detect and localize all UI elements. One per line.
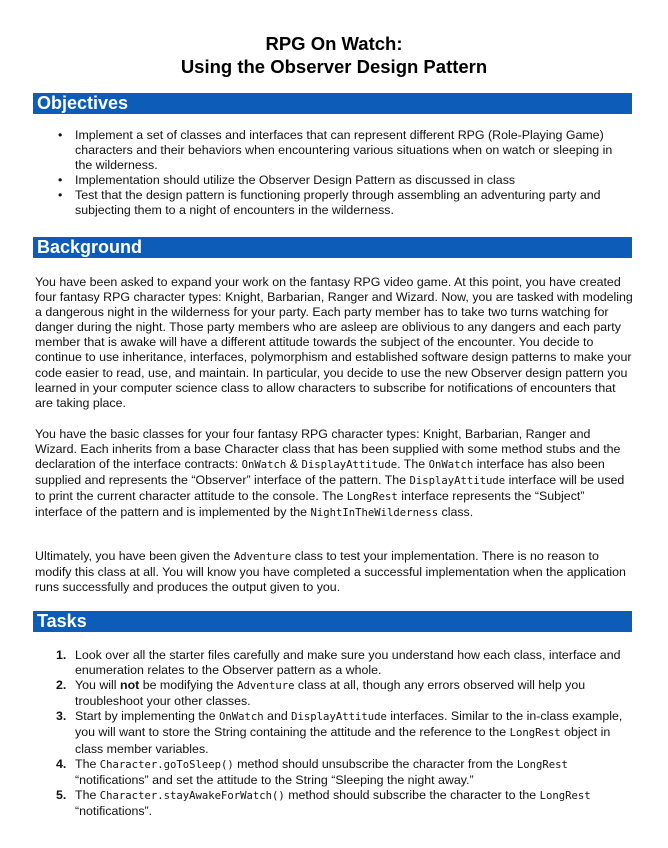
bullet-icon: • xyxy=(58,128,63,142)
list-item: • Implement a set of classes and interfaces that can represent different RPG (Role-Playing Game) characters and their behaviors when encountering various situations when on watch or sleeping in the wilderness. xyxy=(58,128,613,173)
document-title-line-2: Using the Observer Design Pattern xyxy=(180,56,488,77)
document-title-line-1: RPG On Watch: xyxy=(265,33,403,54)
objectives-heading: Objectives xyxy=(33,93,632,114)
tasks-list xyxy=(56,648,632,819)
bullet-icon: • xyxy=(58,188,63,203)
background-paragraph-3: Ultimately, you have been given the Adventure class to test your implementation. There is no reason to modify this class at all. You will know you have completed a successful implementation when the application runs successfully and produces the output given to you. xyxy=(35,549,626,595)
list-item: • Test that the design pattern is functioning properly through assembling an adventuring party and subjecting them to a night of encounters in the wilderness. xyxy=(58,188,601,218)
background-paragraph-2: You have the basic classes for your four fantasy RPG character types: Knight, Barbarian, Ranger and Wizard. Each inherits from a base Character class that has been supplied with some method stubs and the declaration of the interface contracts: OnWatch & DisplayAttitude. The OnWatch interface has also been supplied and represents the “Observer” interface of the pattern. The DisplayAttitude interface will be used to print the current character attitude to the console. The LongRest interface represents the “Subject” interface of the pattern and is implemented by the NightInTheWilderness class. xyxy=(35,427,625,520)
list-item: 4. The Character.goToSleep() method should unsubscribe the character from the LongRest “notifications” and set the attitude to the String “Sleeping the night away.” xyxy=(56,756,568,787)
objectives-list xyxy=(56,128,632,219)
list-item: 1. Look over all the starter files carefully and make sure you understand how each class, interface and enumeration relates to the Observer pattern as a whole. xyxy=(56,648,621,678)
tasks-heading: Tasks xyxy=(33,611,632,632)
list-item: 3. Start by implementing the OnWatch and DisplayAttitude interfaces. Similar to the in-class example, you will want to store the String containing the attitude and the reference to the LongRest object in class member variables. xyxy=(56,709,623,756)
background-paragraph-1: You have been asked to expand your work on the fantasy RPG video game. At this point, you have created four fantasy RPG character types: Knight, Barbarian, Ranger and Wizard. Now, you are tasked with modeling a dangerous night in the wilderness for your party. Each party member has to take two turns watching for danger during the night. Those party members who are asleep are oblivious to any dangers and each party member that is awake will have a different attitude towards the subject of the encounter. You decide to continue to use inheritance, interfaces, polymorphism and established software design patterns to make your code easier to read, use, and maintain. In particular, you decide to use the new Observer design pattern you learned in your computer science class to allow characters to subscribe for notifications of encounters that are taking place. xyxy=(35,275,633,410)
background-heading: Background xyxy=(33,237,632,258)
list-item: • Implementation should utilize the Observer Design Pattern as discussed in class xyxy=(58,173,516,188)
list-item: 2. You will not be modifying the Adventure class at all, though any errors observed will help you troubleshoot your other classes. xyxy=(56,678,586,709)
list-item: 5. The Character.stayAwakeForWatch() method should subscribe the character to the LongRest “notifications”. xyxy=(56,787,591,818)
bullet-icon: • xyxy=(58,173,63,188)
